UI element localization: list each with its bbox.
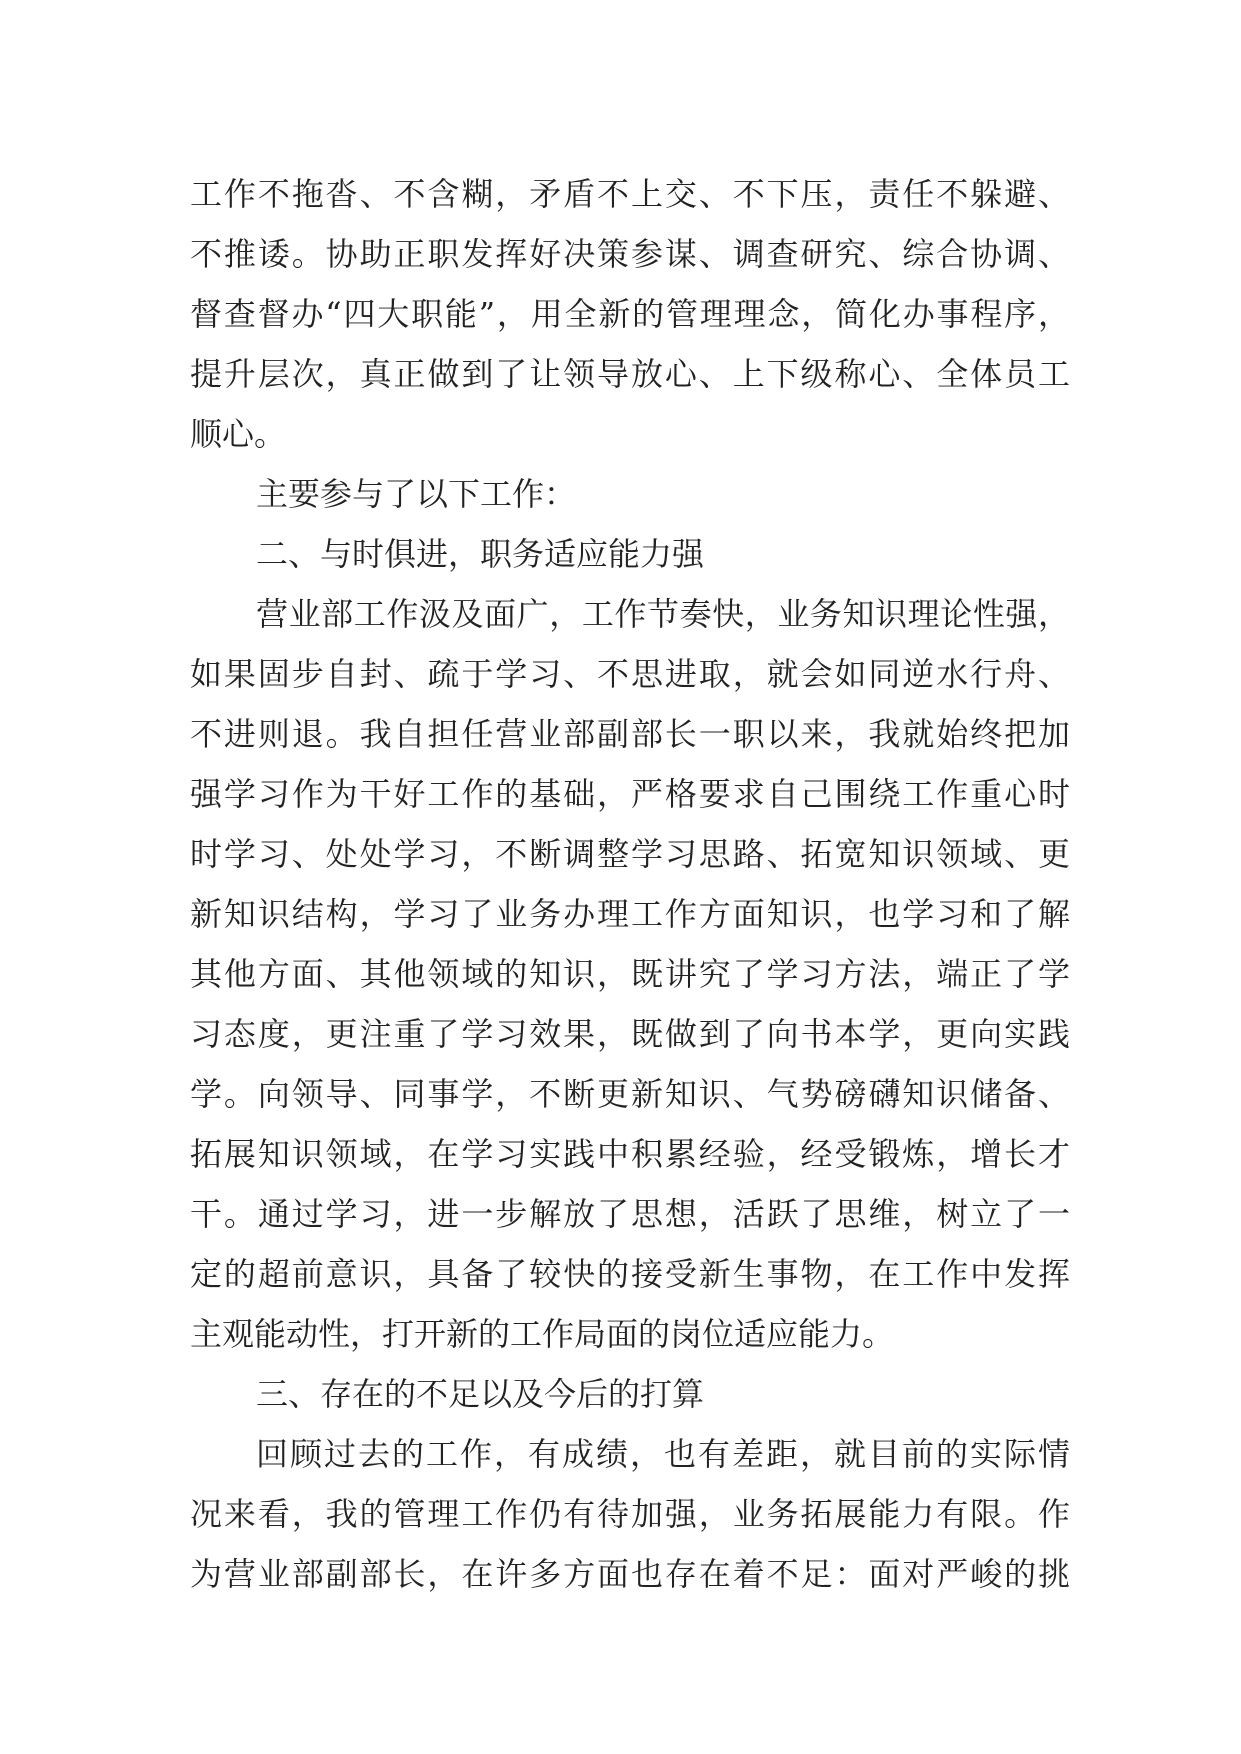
text-line: 定的超前意识，具备了较快的接受新生事物，在工作中发挥 (190, 1255, 1070, 1293)
text-line: 拓展知识领域，在学习实践中积累经验，经受锻炼，增长才 (190, 1135, 1070, 1173)
text-line: 不进则退。我自担任营业部副部长一职以来，我就始终把加 (190, 715, 1070, 753)
text-line: 主要参与了以下工作： (256, 475, 577, 513)
text-line: 学。向领导、同事学，不断更新知识、气势磅礴知识储备、 (190, 1075, 1070, 1113)
text-line: 三、存在的不足以及今后的打算 (256, 1375, 705, 1413)
document-body (190, 164, 1070, 1604)
text-line: 不推诿。协助正职发挥好决策参谋、调查研究、综合协调、 (190, 235, 1070, 273)
text-line: 时学习、处处学习，不断调整学习思路、拓宽知识领域、更 (190, 835, 1070, 873)
text-line: 营业部工作汲及面广，工作节奏快，业务知识理论性强， (256, 595, 1070, 633)
text-line: 工作不拖沓、不含糊，矛盾不上交、不下压，责任不躲避、 (190, 175, 1070, 213)
text-line: 回顾过去的工作，有成绩，也有差距，就目前的实际情 (256, 1435, 1070, 1473)
text-line: 习态度，更注重了学习效果，既做到了向书本学，更向实践 (190, 1015, 1070, 1053)
text-line: 干。通过学习，进一步解放了思想，活跃了思维，树立了一 (190, 1195, 1070, 1233)
text-line: 况来看，我的管理工作仍有待加强，业务拓展能力有限。作 (190, 1495, 1070, 1533)
text-line: 其他方面、其他领域的知识，既讲究了学习方法，端正了学 (190, 955, 1070, 993)
text-line: 新知识结构，学习了业务办理工作方面知识，也学习和了解 (190, 895, 1070, 933)
text-line: 二、与时俱进，职务适应能力强 (256, 535, 705, 573)
text-line: 顺心。 (190, 415, 287, 453)
text-line: 督查督办“四大职能”，用全新的管理理念，简化办事程序， (190, 295, 1070, 333)
text-line: 提升层次，真正做到了让领导放心、上下级称心、全体员工 (190, 355, 1070, 393)
text-line: 为营业部副部长，在许多方面也存在着不足：面对严峻的挑 (190, 1555, 1070, 1593)
text-line: 如果固步自封、疏于学习、不思进取，就会如同逆水行舟、 (190, 655, 1070, 693)
text-line: 主观能动性，打开新的工作局面的岗位适应能力。 (190, 1315, 895, 1353)
text-line: 强学习作为干好工作的基础，严格要求自己围绕工作重心时 (190, 775, 1070, 813)
